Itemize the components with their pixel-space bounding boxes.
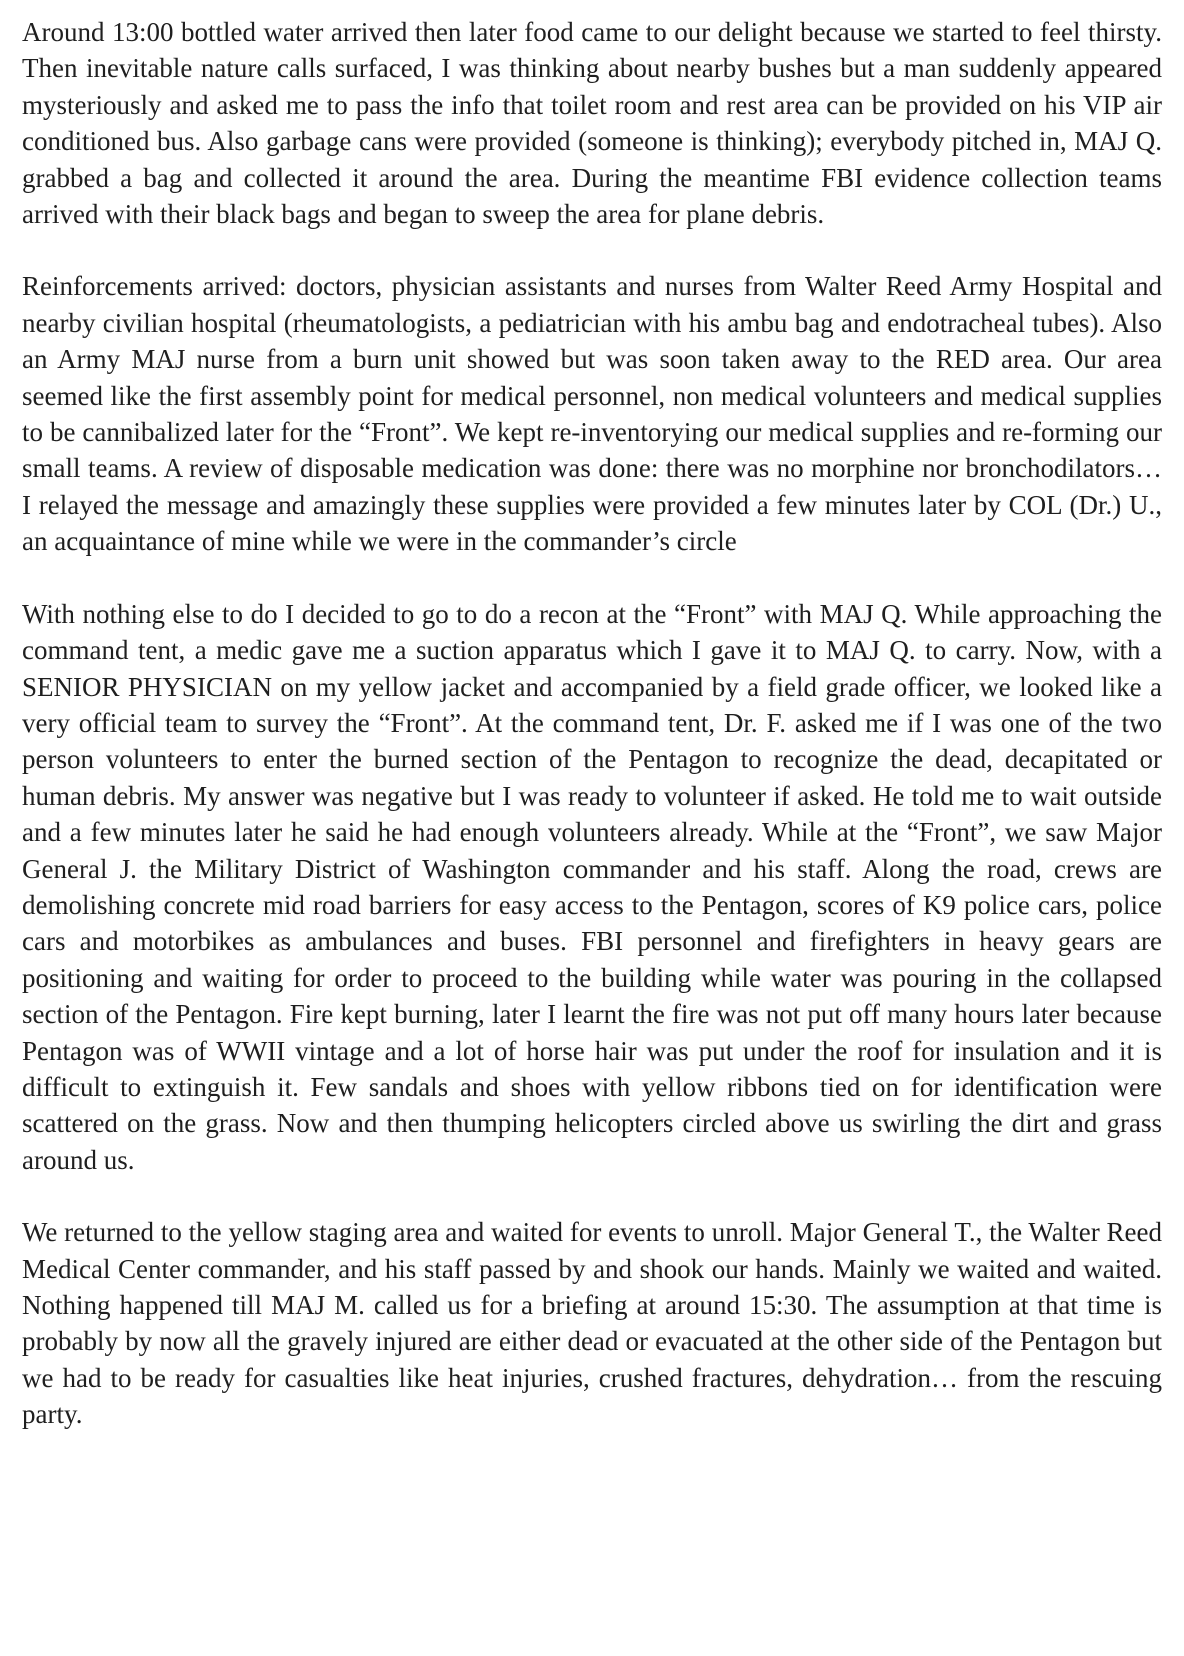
paragraph-water-and-food: Around 13:00 bottled water arrived then later food came to our delight because we started to feel thirsty. Then inevitable nature calls surfaced, I was thinking about nearby bushes but a man suddenly appeared mysteriously and asked me to pass the info that toilet room and rest area can be provided on his VIP air conditioned bus. Also garbage cans were provided (someone is thinking); everybody pitched in, MAJ Q. grabbed a bag and collected it around the area. During the meantime FBI evidence collection teams arrived with their black bags and began to sweep the area for plane debris. <box>22 17 1162 230</box>
document-page <box>22 14 1162 1433</box>
paragraph-staging-area: We returned to the yellow staging area and waited for events to unroll. Major General T., the Walter Reed Medical Center commander, and his staff passed by and shook our hands. Mainly we waited and waited. Nothing happened till MAJ M. called us for a briefing at around 15:30. The assumption at that time is probably by now all the gravely injured are either dead or evacuated at the other side of the Pentagon but we had to be ready for casualties like heat injuries, crushed fractures, dehydration… from the rescuing party. <box>22 1217 1162 1430</box>
paragraph-recon-front: With nothing else to do I decided to go to do a recon at the “Front” with MAJ Q. While approaching the command tent, a medic gave me a suction apparatus which I gave it to MAJ Q. to carry. Now, with a SENIOR PHYSICIAN on my yellow jacket and accompanied by a field grade officer, we looked like a very official team to survey the “Front”. At the command tent, Dr. F. asked me if I was one of the two person volunteers to enter the burned section of the Pentagon to recognize the dead, decapitated or human debris. My answer was negative but I was ready to volunteer if asked. He told me to wait outside and a few minutes later he said he had enough volunteers already. While at the “Front”, we saw Major General J. the Military District of Washington commander and his staff. Along the road, crews are demolishing concrete mid road barriers for easy access to the Pentagon, scores of K9 police cars, police cars and motorbikes as ambulances and buses. FBI personnel and firefighters in heavy gears are positioning and waiting for order to proceed to the building while water was pouring in the collapsed section of the Pentagon. Fire kept burning, later I learnt the fire was not put off many hours later because Pentagon was of WWII vintage and a lot of horse hair was put under the roof for insulation and it is difficult to extinguish it. Few sandals and shoes with yellow ribbons tied on for identification were scattered on the grass. Now and then thumping helicopters circled above us swirling the dirt and grass around us. <box>22 598 1162 1175</box>
paragraph-reinforcements: Reinforcements arrived: doctors, physician assistants and nurses from Walter Reed Army Hospital and nearby civilian hospital (rheumatologists, a pediatrician with his ambu bag and endotracheal tubes). Also an Army MAJ nurse from a burn unit showed but was soon taken away to the RED area. Our area seemed like the first assembly point for medical personnel, non medical volunteers and medical supplies to be cannibalized later for the “Front”. We kept re-inventorying our medical supplies and re-forming our small teams. A review of disposable medication was done: there was no morphine nor bronchodilators… I relayed the message and amazingly these supplies were provided a few minutes later by COL (Dr.) U., an acquaintance of mine while we were in the commander’s circle <box>22 271 1162 557</box>
